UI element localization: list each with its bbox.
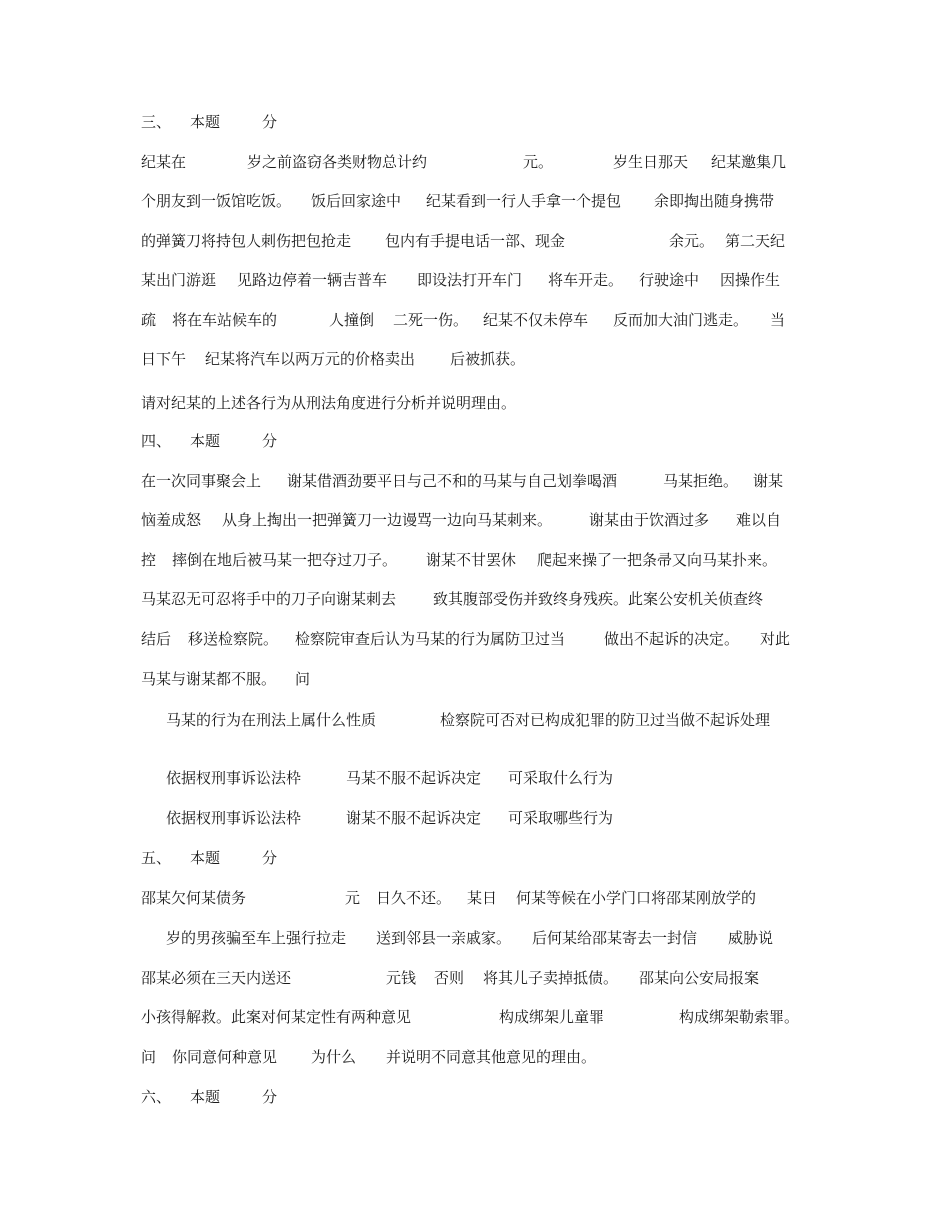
section-heading-5: [0, 846, 278, 870]
text-segment: 摔倒在地后被马某一把夺过刀子。: [172, 551, 398, 569]
heading-number: 六、: [141, 1088, 172, 1106]
text-line: [0, 1005, 800, 1029]
text-segment: 难以自: [736, 511, 782, 529]
heading-label: 本题: [190, 1088, 221, 1106]
heading-score-unit: 分: [262, 432, 278, 450]
text-line: [0, 189, 775, 213]
text-segment: 问: [295, 670, 311, 688]
text-segment: 某日: [467, 889, 498, 907]
text-segment: 何某等候在小学门口将邵某刚放学的: [516, 889, 757, 907]
text-segment: 纪某在: [141, 153, 187, 171]
text-segment: 行驶途中: [639, 271, 700, 289]
text-line: [0, 966, 760, 990]
text-segment: 构成绑架儿童罪: [499, 1008, 605, 1026]
heading-label: 本题: [190, 113, 221, 131]
text-segment: 反而加大油门逃走。: [613, 311, 749, 329]
text-segment: 小孩得解救。此案对何某定性有两种意见: [141, 1008, 412, 1026]
text-segment: 个朋友到一饭馆吃饭。: [141, 192, 292, 210]
text-segment: 马某不服不起诉决定: [346, 769, 482, 787]
text-segment: 送到邻县一亲戚家。: [376, 929, 512, 947]
text-segment: 疏: [141, 311, 157, 329]
text-segment: 可采取什么行为: [508, 769, 614, 787]
text-segment: 谢某: [753, 472, 784, 490]
question-line: [0, 1045, 597, 1069]
text-segment: 纪某不仅未停车: [483, 311, 589, 329]
text-line: [0, 508, 782, 532]
text-segment: 将在车站候车的: [172, 311, 278, 329]
sub-question: [0, 806, 614, 830]
sub-question: [0, 766, 614, 790]
text-segment: 纪某邀集几: [711, 153, 787, 171]
text-line: [0, 308, 786, 332]
heading-label: 本题: [190, 432, 221, 450]
text-line: [0, 926, 774, 950]
text-line: [0, 229, 786, 253]
text-segment: 可采取哪些行为: [508, 809, 614, 827]
text-segment: 的弹簧刀将持包人刺伤把包抢走: [141, 232, 352, 250]
text-segment: 致其腹部受伤并致终身残疾。此案公安机关侦查终: [433, 590, 764, 608]
sub-question: [0, 708, 771, 732]
text-segment: 某出门游逛: [141, 271, 217, 289]
text-segment: 人撞倒: [329, 311, 375, 329]
text-segment: 余即掏出随身携带: [654, 192, 775, 210]
text-segment: 日下午: [141, 350, 187, 368]
text-segment: 爬起来操了一把条帚又向马某扑来。: [537, 551, 778, 569]
text-segment: 岁之前盗窃各类财物总计约: [247, 153, 428, 171]
text-segment: 做出不起诉的决定。: [604, 630, 740, 648]
heading-score-unit: 分: [262, 849, 278, 867]
text-segment: 当: [770, 311, 786, 329]
text-line: [0, 268, 781, 292]
text-segment: 即设法打开车门: [417, 271, 523, 289]
text-segment: 马某与谢某都不服。: [141, 670, 277, 688]
text-segment: 马某忍无可忍将手中的刀子向谢某刺去: [141, 590, 397, 608]
heading-number: 三、: [141, 113, 172, 131]
text-segment: 邵某向公安局报案: [639, 969, 760, 987]
heading-score-unit: 分: [262, 1088, 278, 1106]
section-heading-6: [0, 1085, 278, 1109]
text-segment: 后被抓获。: [450, 350, 526, 368]
question-line: [0, 391, 517, 415]
question-text: 请对纪某的上述各行为从刑法角度进行分析并说明理由。: [141, 394, 517, 412]
text-segment: 你同意何种意见: [172, 1048, 278, 1066]
text-segment: 构成绑架勒索罪。: [679, 1008, 800, 1026]
text-segment: 岁生日那天: [613, 153, 689, 171]
text-segment: 元。: [523, 153, 554, 171]
text-segment: 马某的行为在刑法上属什么性质: [166, 711, 377, 729]
text-segment: 元: [345, 889, 361, 907]
heading-label: 本题: [190, 849, 221, 867]
text-segment: 余元。: [669, 232, 715, 250]
text-segment: 邵某欠何某债务: [141, 889, 247, 907]
text-segment: 检察院可否对已构成犯罪的防卫过当做不起诉处理: [440, 711, 771, 729]
text-segment: 邵某必须在三天内送还: [141, 969, 292, 987]
heading-number: 四、: [141, 432, 172, 450]
text-segment: 在一次同事聚会上: [141, 472, 262, 490]
text-segment: 将车开走。: [548, 271, 624, 289]
text-segment: 问: [141, 1048, 157, 1066]
text-segment: 威胁说: [728, 929, 774, 947]
text-segment: 第二天纪: [725, 232, 786, 250]
text-line: [0, 667, 311, 691]
text-segment: 并说明不同意其他意见的理由。: [386, 1048, 597, 1066]
text-segment: 岁的男孩骗至车上强行拉走: [166, 929, 347, 947]
text-segment: 因操作生: [720, 271, 781, 289]
text-segment: 移送检察院。: [188, 630, 279, 648]
text-segment: 马某拒绝。: [663, 472, 739, 490]
text-segment: 日久不还。: [376, 889, 452, 907]
text-segment: 依据杈刑事诉讼法枠: [166, 809, 302, 827]
text-segment: 对此: [760, 630, 791, 648]
text-line: [0, 347, 526, 371]
text-line: [0, 469, 784, 493]
text-segment: 依据杈刑事诉讼法枠: [166, 769, 302, 787]
text-segment: 见路边停着一辆吉普车: [237, 271, 388, 289]
text-segment: 将其儿子卖掉抵债。: [483, 969, 619, 987]
section-heading-4: [0, 429, 278, 453]
text-line: [0, 627, 791, 651]
text-segment: 二死一伤。: [393, 311, 469, 329]
text-segment: 恼羞成怒: [141, 511, 202, 529]
text-segment: 检察院审查后认为马某的行为属防卫过当: [295, 630, 566, 648]
heading-number: 五、: [141, 849, 172, 867]
text-segment: 包内有手提电话一部、现金: [385, 232, 566, 250]
text-segment: 纪某将汽车以两万元的价格卖出: [205, 350, 416, 368]
text-segment: 饭后回家途中: [311, 192, 402, 210]
text-segment: 谢某由于饮酒过多: [589, 511, 710, 529]
text-segment: 谢某借酒劲要平日与己不和的马某与自己划拳喝酒: [287, 472, 618, 490]
text-line: [0, 548, 778, 572]
text-segment: 纪某看到一行人手拿一个提包: [426, 192, 622, 210]
text-segment: 从身上掏出一把弹簧刀一边谩骂一边向马某刺来。: [222, 511, 553, 529]
text-segment: 否则: [434, 969, 465, 987]
text-segment: 为什么: [311, 1048, 357, 1066]
heading-score-unit: 分: [262, 113, 278, 131]
text-segment: 控: [141, 551, 157, 569]
text-segment: 谢某不服不起诉决定: [346, 809, 482, 827]
text-segment: 谢某不甘罢休: [426, 551, 517, 569]
text-line: [0, 886, 757, 910]
text-segment: 元钱: [386, 969, 417, 987]
section-heading-3: [0, 110, 278, 134]
text-segment: 后何某给邵某寄去一封信: [532, 929, 698, 947]
text-line: [0, 150, 787, 174]
text-segment: 结后: [141, 630, 172, 648]
text-line: [0, 587, 764, 611]
